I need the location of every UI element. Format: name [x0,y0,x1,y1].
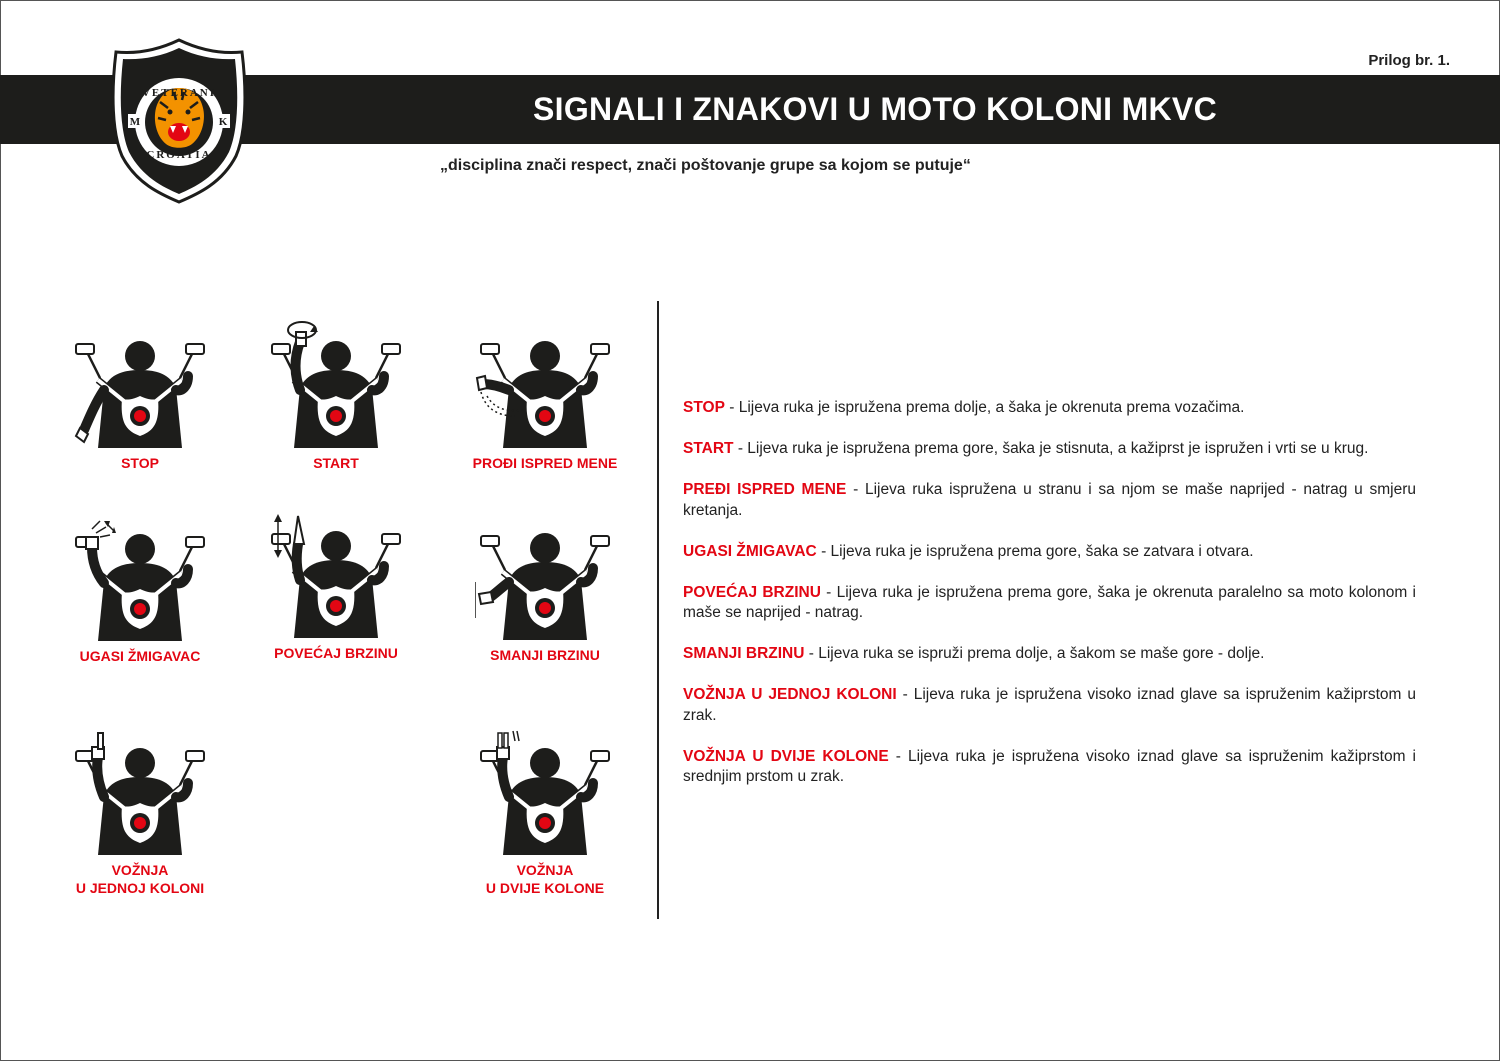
description-text: - Lijeva ruka je ispružena prema dolje, a šaka je okrenuta prema vozačima. [724,399,1245,416]
motto: „disciplina znači respect, znači poštovanje grupe sa kojom se putuje“ [440,157,971,174]
signal-figure-smanji [455,530,635,664]
signal-label-line1: VOŽNJA [111,862,169,878]
description-term: STOP [683,399,725,416]
description-item [683,644,1416,665]
description-item [683,542,1416,563]
description-item [683,685,1416,726]
attachment-label: Prilog br. 1. [1368,52,1450,69]
rider-blinker-icon [70,513,210,643]
description-term: PREĐI ISPRED MENE [683,481,847,498]
signal-figure-jedna-kolona [50,727,230,897]
description-item [683,583,1416,624]
description-term: POVEĆAJ BRZINU [683,583,821,601]
signal-label-line2: U JEDNOJ KOLONI [75,880,205,896]
description-text: - Lijeva ruka je ispružena prema gore, šaka se zatvara i otvara. [816,542,1254,560]
rider-stop-icon [70,330,210,450]
description-term: VOŽNJA U DVIJE KOLONE [683,747,889,765]
signal-figure-prodi [455,330,635,472]
description-term: VOŽNJA U JEDNOJ KOLONI [683,686,897,703]
signal-figure-povecaj [246,510,426,662]
description-item [683,439,1416,460]
signal-label-line2: U DVIJE KOLONE [485,880,605,896]
signal-figure-ugasi [50,513,230,665]
rider-single-file-icon [70,727,210,857]
description-term: START [683,440,734,457]
rider-slow-down-icon [475,530,615,642]
description-text: - Lijeva ruka je ispružena visoko iznad glave sa ispruženim kažiprstom u zrak. [683,686,1416,724]
svg-text:VETERANI: VETERANI [141,87,217,99]
description-text: - Lijeva ruka je ispružena prema gore, šaka je okrenuta paralelno sa moto kolonom i maše se naprijed - natrag. [683,583,1417,621]
description-text: - Lijeva ruka ispružena u stranu i sa njom se maše naprijed - natrag u smjeru kretanja. [683,481,1416,519]
description-item [683,480,1416,521]
signal-label: STOP [121,455,159,471]
description-item [683,398,1416,419]
signal-figure-dvije-kolone [455,727,635,897]
signal-label-line1: VOŽNJA [516,862,574,878]
description-text: - Lijeva ruka se ispruži prema dolje, a šakom se maše gore - dolje. [804,645,1265,662]
description-text: - Lijeva ruka je ispružena prema gore, šaka je stisnuta, a kažiprst je ispružen i vrti se u krug. [733,440,1369,457]
description-term: UGASI ŽMIGAVAC [683,542,817,560]
description-item [683,747,1416,788]
description-term: SMANJI BRZINU [683,645,805,662]
column-divider [657,301,659,919]
svg-text:M: M [129,116,141,128]
svg-text:CROATIA: CROATIA [146,149,212,161]
rider-pass-icon [475,330,615,450]
signal-figure-start [246,312,426,472]
rider-start-icon [266,312,406,450]
signal-figure-stop [50,330,230,472]
page-title: SIGNALI I ZNAKOVI U MOTO KOLONI MKVC [533,91,1217,127]
signal-label: UGASI ŽMIGAVAC [79,648,201,664]
description-text: - Lijeva ruka je ispružena visoko iznad glave sa ispruženim kažiprstom i srednjim prstom u zrak. [683,747,1417,785]
rider-speed-up-icon [266,510,406,640]
signal-label: SMANJI BRZINU [490,647,600,663]
signal-descriptions [683,398,1416,808]
rider-double-file-icon [475,727,615,857]
signal-label: START [313,455,359,471]
svg-text:K: K [218,116,228,128]
signal-label: POVEĆAJ BRZINU [274,645,398,661]
signal-label: PROĐI ISPRED MENE [472,455,618,471]
club-logo [108,38,250,204]
